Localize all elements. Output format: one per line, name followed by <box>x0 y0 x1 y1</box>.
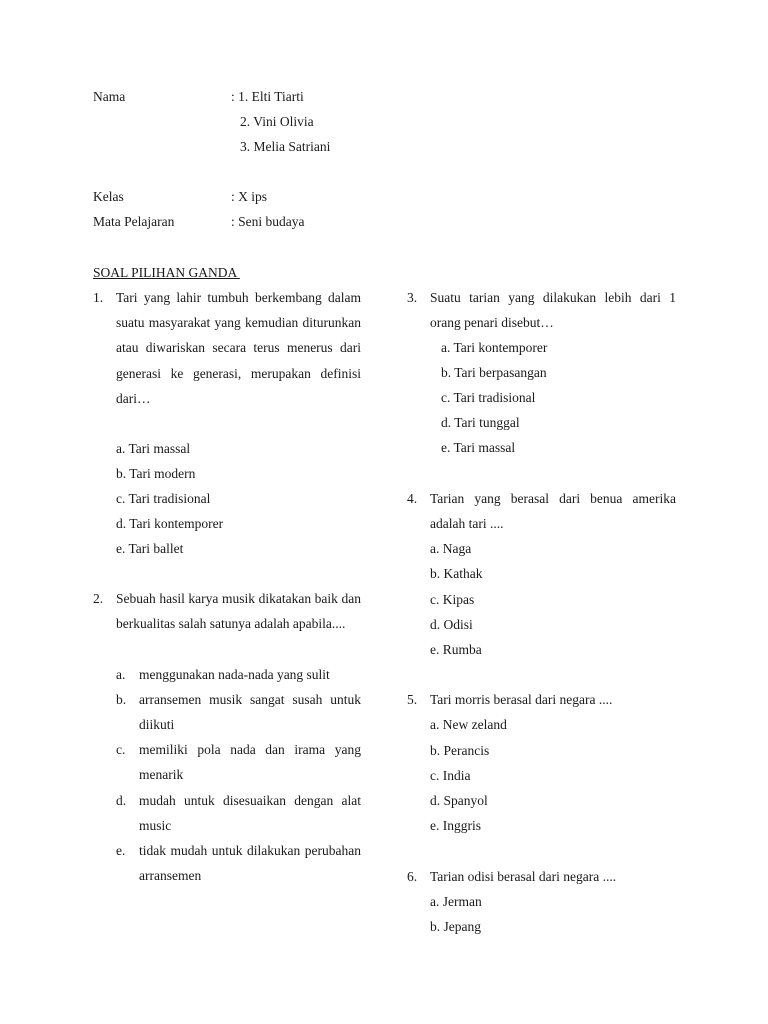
option-e-letter: e. <box>116 843 126 858</box>
kelas-label: Kelas <box>93 189 124 204</box>
question-text: Sebuah hasil karya musik dikatakan baik dan berkualitas salah satunya adalah apabila.... <box>116 591 361 632</box>
option-b-text: arransemen musik sangat susah untuk diikuti <box>139 692 361 733</box>
option-a: a. Naga <box>430 541 472 556</box>
option-a-letter: a. <box>116 667 126 682</box>
option-a: a. New zeland <box>430 717 507 732</box>
option-c: c. India <box>430 768 471 783</box>
mapel-value: : Seni budaya <box>231 214 305 229</box>
option-b: b. Tari berpasangan <box>441 365 547 380</box>
nama-label: Nama <box>93 89 126 104</box>
option-e: e. Tari massal <box>441 440 516 455</box>
option-b: b. Jepang <box>430 919 481 934</box>
question-text: Tari yang lahir tumbuh berkembang dalam suatu masyarakat yang kemudian diturunkan atau diwariskan secara terus menerus dari generasi ke generasi, merupakan definisi dari… <box>116 290 361 406</box>
option-d: d. Tari tunggal <box>441 415 520 430</box>
option-d-letter: d. <box>116 793 127 808</box>
option-e-text: tidak mudah untuk dilakukan perubahan arransemen <box>139 843 361 884</box>
question-text: Tarian yang berasal dari benua amerika adalah tari .... <box>430 491 676 532</box>
option-d: d. Tari kontemporer <box>116 516 224 531</box>
question-number: 4. <box>407 491 418 506</box>
option-e: e. Tari ballet <box>116 541 184 556</box>
option-b: b. Perancis <box>430 743 490 758</box>
option-c: c. Kipas <box>430 592 475 607</box>
question-text: Tari morris berasal dari negara .... <box>430 692 613 707</box>
question-number: 3. <box>407 290 418 305</box>
section-title: SOAL PILIHAN GANDA <box>93 265 240 280</box>
option-c-text: memiliki pola nada dan irama yang menarik <box>139 742 361 783</box>
question-text: Tarian odisi berasal dari negara .... <box>430 869 617 884</box>
option-e: e. Inggris <box>430 818 481 833</box>
option-b: b. Tari modern <box>116 466 196 481</box>
option-a-text: menggunakan nada-nada yang sulit <box>139 667 330 682</box>
question-number: 5. <box>407 692 418 707</box>
nama-value-3: 3. Melia Satriani <box>240 139 331 154</box>
nama-value-2: 2. Vini Olivia <box>240 114 314 129</box>
option-d-text: mudah untuk disesuaikan dengan alat music <box>139 793 361 834</box>
question-text: Suatu tarian yang dilakukan lebih dari 1 orang penari disebut… <box>430 290 676 331</box>
mapel-label: Mata Pelajaran <box>93 214 175 229</box>
option-c: c. Tari tradisional <box>441 390 536 405</box>
option-e: e. Rumba <box>430 642 482 657</box>
option-a: a. Tari massal <box>116 441 191 456</box>
option-d: d. Spanyol <box>430 793 488 808</box>
option-b-letter: b. <box>116 692 127 707</box>
option-a: a. Tari kontemporer <box>441 340 548 355</box>
option-d: d. Odisi <box>430 617 473 632</box>
question-number: 1. <box>93 290 104 305</box>
option-b: b. Kathak <box>430 566 483 581</box>
option-c: c. Tari tradisional <box>116 491 211 506</box>
option-a: a. Jerman <box>430 894 482 909</box>
option-c-letter: c. <box>116 742 126 757</box>
question-number: 6. <box>407 869 418 884</box>
question-number: 2. <box>93 591 104 606</box>
kelas-value: : X ips <box>231 189 268 204</box>
nama-value-1: : 1. Elti Tiarti <box>231 89 304 104</box>
